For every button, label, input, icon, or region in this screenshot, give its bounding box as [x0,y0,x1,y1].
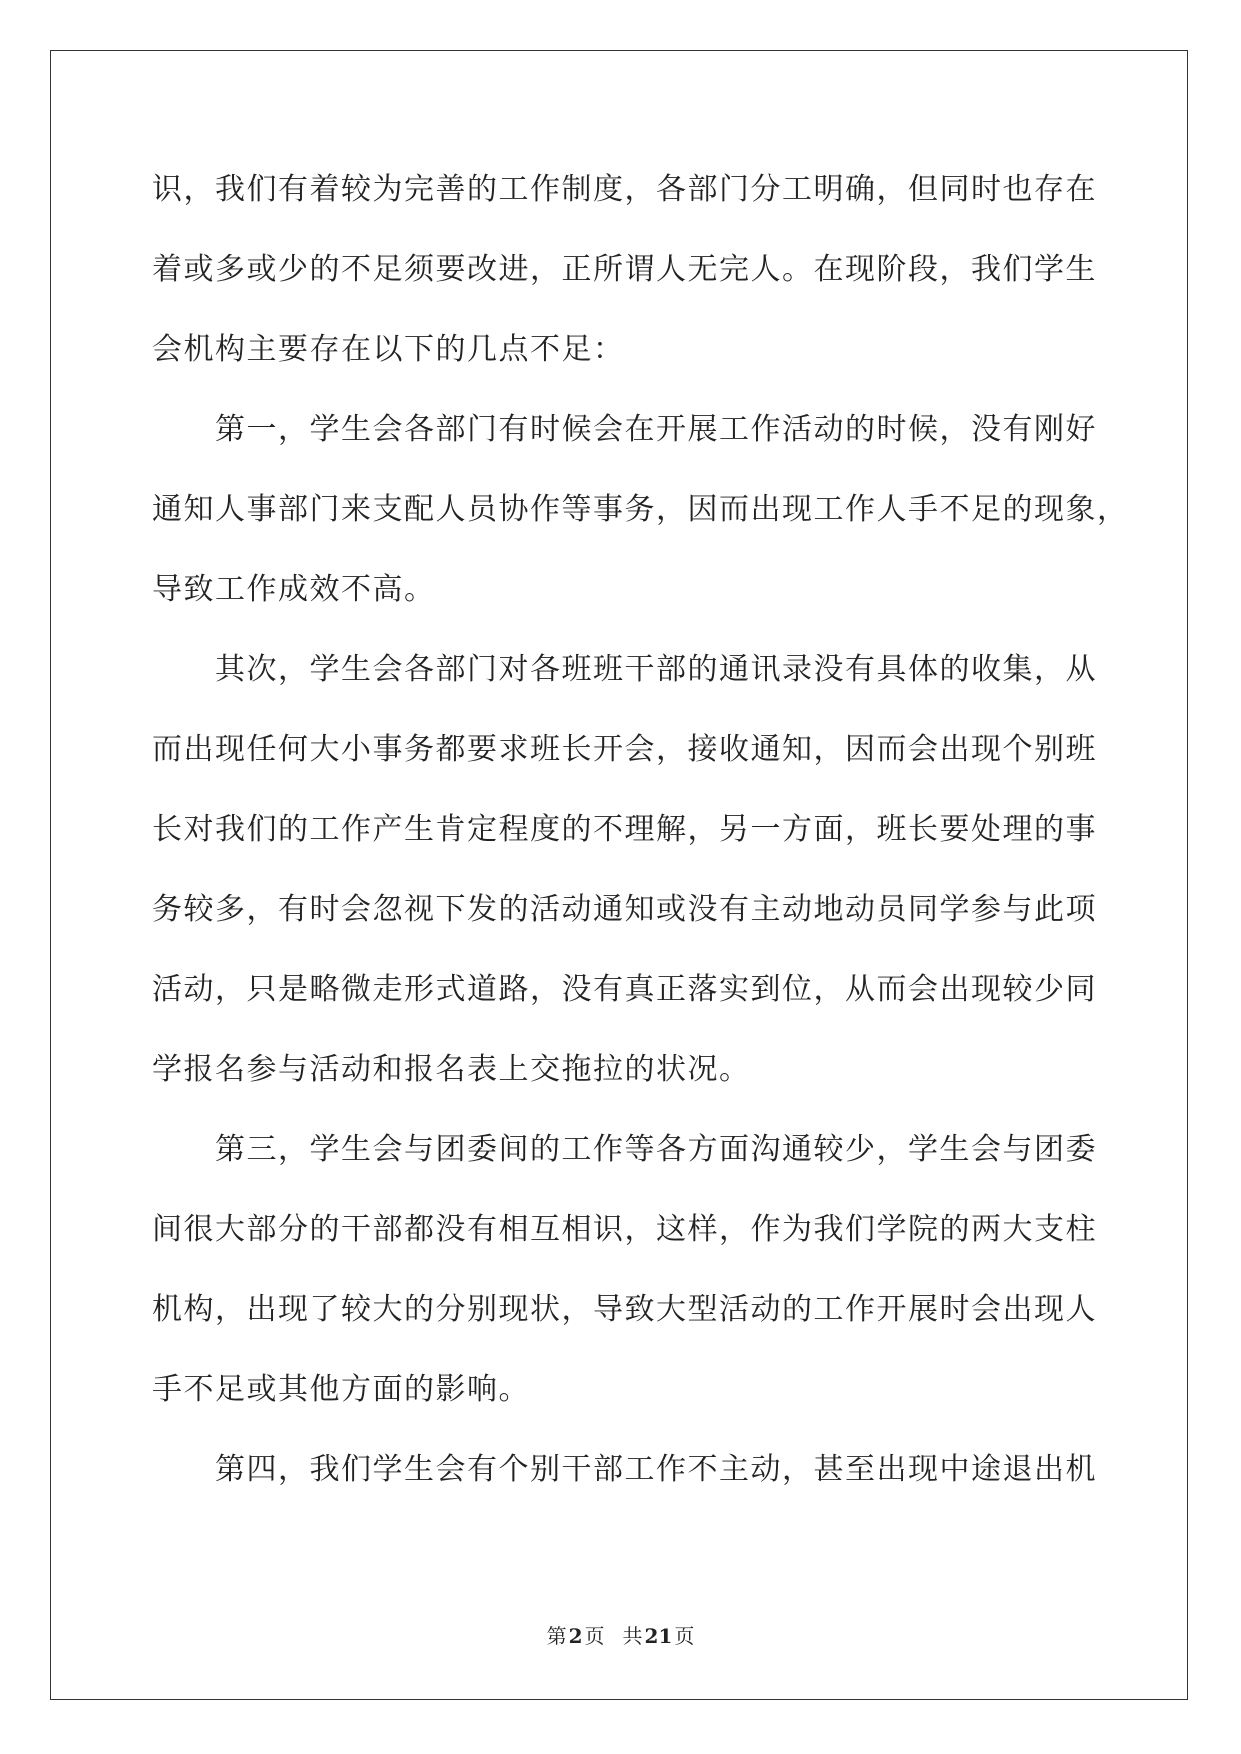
text-line: 其次，学生会各部门对各班班干部的通讯录没有具体的收集，从 [152,652,1097,687]
text-line: 手不足或其他方面的影响。 [152,1372,530,1407]
text-line: 学报名参与活动和报名表上交拖拉的状况。 [152,1052,751,1087]
text-line: 间很大部分的干部都没有相互相识，这样，作为我们学院的两大支柱 [152,1212,1097,1247]
text-line: 识，我们有着较为完善的工作制度，各部门分工明确，但同时也存在 [152,172,1097,207]
text-line: 会机构主要存在以下的几点不足： [152,332,625,367]
text-line: 着或多或少的不足须要改进，正所谓人无完人。在现阶段，我们学生 [152,252,1097,287]
footer-total-suffix: 页 [674,1624,695,1648]
text-line: 机构，出现了较大的分别现状，导致大型活动的工作开展时会出现人 [152,1292,1097,1327]
footer-prefix: 第 [546,1624,567,1648]
page-footer [0,1620,1241,1649]
text-line: 务较多，有时会忽视下发的活动通知或没有主动地动员同学参与此项 [152,892,1097,927]
total-pages: 21 [644,1624,673,1648]
text-line: 第四，我们学生会有个别干部工作不主动，甚至出现中途退出机 [152,1452,1097,1487]
text-line: 而出现任何大小事务都要求班长开会，接收通知，因而会出现个别班 [152,732,1097,767]
text-line: 长对我们的工作产生肯定程度的不理解，另一方面，班长要处理的事 [152,812,1097,847]
text-line: 活动，只是略微走形式道路，没有真正落实到位，从而会出现较少同 [152,972,1097,1007]
text-line: 导致工作成效不高。 [152,572,436,607]
text-line: 通知人事部门来支配人员协作等事务，因而出现工作人手不足的现象， [152,492,1129,527]
text-line: 第一，学生会各部门有时候会在开展工作活动的时候，没有刚好 [152,412,1097,447]
footer-page-suffix: 页 [584,1624,605,1648]
text-line: 第三，学生会与团委间的工作等各方面沟通较少，学生会与团委 [152,1132,1097,1167]
page-number: 2 [568,1624,583,1648]
footer-total-prefix: 共 [622,1624,643,1648]
